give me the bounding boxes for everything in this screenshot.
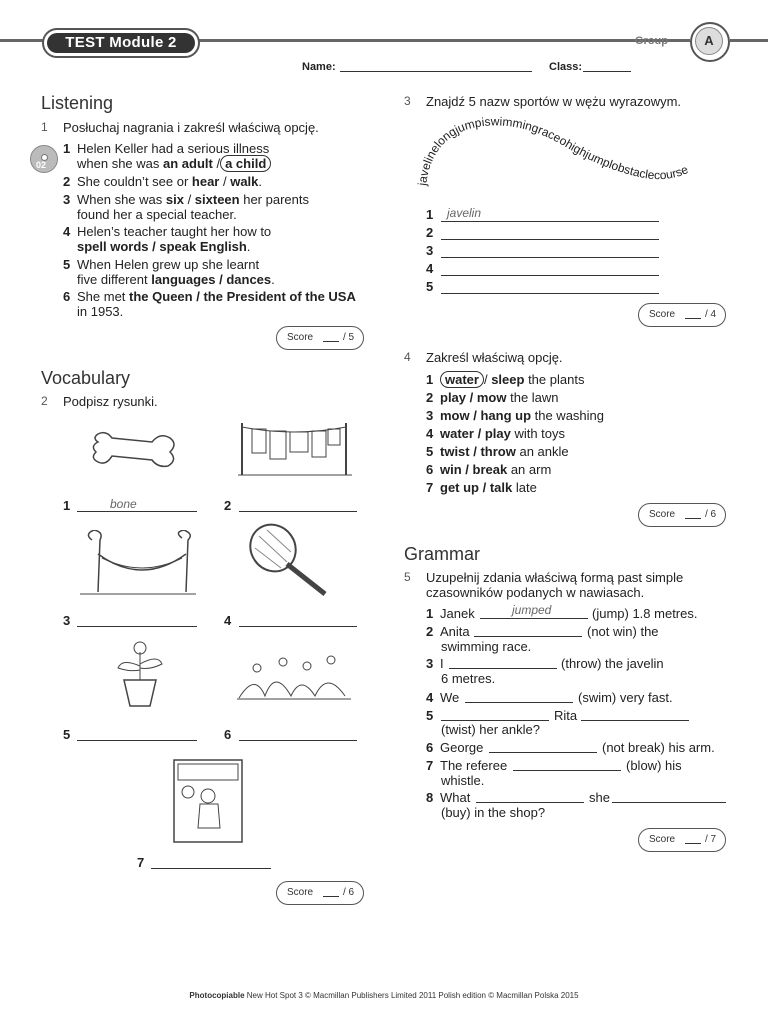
- score-box: Score / 5: [276, 326, 364, 350]
- sentence-text: Rita: [554, 708, 578, 723]
- answer-field[interactable]: [513, 770, 621, 771]
- sentence-continuation: (buy) in the shop?: [441, 805, 546, 820]
- example-answer: javelin: [447, 206, 482, 220]
- garden-picture: [235, 652, 353, 702]
- example-answer: bone: [110, 497, 137, 511]
- list-item: 4 water / play with toys: [426, 426, 566, 441]
- answer-field[interactable]: [77, 511, 197, 512]
- bone-picture: [90, 430, 180, 472]
- answer-field[interactable]: [441, 239, 659, 240]
- question-instruction: Posłuchaj nagrania i zakreśl właściwą opcję.: [63, 120, 319, 135]
- verb-hint: (not win) the: [587, 624, 659, 639]
- option[interactable]: get up: [440, 480, 479, 495]
- option[interactable]: speak English: [159, 239, 247, 254]
- score-box: Score / 7: [638, 828, 726, 852]
- list-item: 3 mow / hang up the washing: [426, 408, 605, 423]
- verb-hint: (jump) 1.8 metres.: [592, 606, 698, 621]
- list-item: 2 play / mow the lawn: [426, 390, 559, 405]
- list-item: 2 Anita: [426, 624, 470, 639]
- question-number: 3: [404, 94, 411, 108]
- answer-field[interactable]: [441, 293, 659, 294]
- answer-field[interactable]: [489, 752, 597, 753]
- option[interactable]: dances: [226, 272, 272, 287]
- name-label: Name:: [302, 61, 336, 73]
- verb-hint: (swim) very fast.: [578, 690, 673, 705]
- list-item: 6 George: [426, 740, 484, 755]
- picture-label: 5: [63, 727, 71, 742]
- option[interactable]: sixteen: [194, 192, 240, 207]
- list-item: 7 get up / talk late: [426, 480, 537, 495]
- answer-field[interactable]: [77, 740, 197, 741]
- option[interactable]: the President of the USA: [203, 289, 356, 304]
- answer-field[interactable]: [581, 720, 689, 721]
- answer-field[interactable]: [441, 221, 659, 222]
- option[interactable]: sleep: [491, 372, 525, 387]
- answer-field[interactable]: [441, 720, 549, 721]
- list-item: 1 water / sleep the plants: [426, 372, 585, 387]
- question-number: 5: [404, 570, 411, 584]
- option-circled[interactable]: a child: [220, 155, 271, 172]
- list-item: 6 She met the Queen / the President of the USA in 1953.: [63, 289, 356, 319]
- list-item: 1 Janek: [426, 606, 475, 621]
- question-instruction: Uzupełnij zdania właściwą formą past simple czasowników podanych w nawiasach.: [426, 570, 684, 600]
- answer-field[interactable]: [239, 740, 357, 741]
- list-item: 5 When Helen grew up she learnt five different languages / dances.: [63, 257, 275, 287]
- word-snake-text: javelinelongjumpiswimmingraceohighjumplobstaclecourse: [415, 114, 691, 187]
- group-value: A: [695, 27, 723, 55]
- answer-field[interactable]: [480, 618, 588, 619]
- option[interactable]: mow: [440, 408, 470, 423]
- answer-field[interactable]: [465, 702, 573, 703]
- word-snake: [404, 112, 744, 202]
- answer-field[interactable]: [441, 257, 659, 258]
- answer-field[interactable]: [474, 636, 582, 637]
- question-instruction: Podpisz rysunki.: [63, 394, 158, 409]
- option[interactable]: languages: [151, 272, 216, 287]
- section-title-grammar: Grammar: [404, 544, 480, 564]
- cd-track-number: 02: [36, 160, 47, 170]
- verb-hint: (blow) his: [626, 758, 682, 773]
- option-circled[interactable]: water: [440, 371, 484, 388]
- picture-label: 7: [137, 855, 145, 870]
- cd-icon: [30, 145, 58, 173]
- list-item: 4 We: [426, 690, 460, 705]
- picture-label: 1: [63, 498, 71, 513]
- section-title-listening: Listening: [41, 93, 114, 113]
- example-answer: jumped: [512, 603, 552, 617]
- score-field[interactable]: [323, 341, 339, 342]
- option[interactable]: an adult: [163, 156, 213, 171]
- option[interactable]: twist: [440, 444, 470, 459]
- verb-hint: (not break) his arm.: [602, 740, 715, 755]
- picture-label: 6: [224, 727, 232, 742]
- magazine-picture: [168, 756, 248, 846]
- question-instruction: Znajdź 5 nazw sportów w wężu wyrazowym.: [426, 94, 682, 109]
- racket-picture: [245, 522, 340, 604]
- section-title-vocabulary: Vocabulary: [41, 368, 131, 388]
- answer-label: 1: [426, 207, 434, 222]
- answer-field[interactable]: [151, 868, 271, 869]
- picture-label: 2: [224, 498, 232, 513]
- option[interactable]: walk: [230, 174, 259, 189]
- score-field[interactable]: [685, 843, 701, 844]
- option[interactable]: break: [472, 462, 508, 477]
- option[interactable]: six: [165, 192, 184, 207]
- question-number: 2: [41, 394, 48, 408]
- score-box: Score / 6: [638, 503, 726, 527]
- group-label: Group: [635, 35, 668, 47]
- answer-field[interactable]: [612, 802, 726, 803]
- list-item: 3 When she was six / sixteen her parents found her a special teacher.: [63, 192, 309, 222]
- answer-field[interactable]: [476, 802, 584, 803]
- score-box: Score / 6: [276, 881, 364, 905]
- answer-field[interactable]: [239, 511, 357, 512]
- sentence-continuation: swimming race.: [441, 639, 532, 654]
- score-field[interactable]: [685, 318, 701, 319]
- class-label: Class:: [549, 61, 583, 73]
- list-item: 7 The referee: [426, 758, 508, 773]
- list-item: 5 twist / throw an ankle: [426, 444, 569, 459]
- name-field[interactable]: [340, 71, 532, 72]
- answer-label: 5: [426, 279, 434, 294]
- list-item: 2 She couldn’t see or hear / walk.: [63, 174, 263, 189]
- question-instruction: Zakreśl właściwą opcję.: [426, 350, 563, 365]
- plant-picture: [110, 636, 170, 708]
- answer-label: 4: [426, 261, 434, 276]
- group-badge: [690, 22, 730, 62]
- footer-copyright: Photocopiable New Hot Spot 3 © Macmillan Publishers Limited 2011 Polish edition © Macmillan Polska 2015: [189, 991, 579, 1000]
- question-number: 4: [404, 350, 411, 364]
- option[interactable]: hang up: [480, 408, 532, 423]
- option[interactable]: play: [484, 426, 511, 441]
- answer-field[interactable]: [449, 668, 557, 669]
- option[interactable]: talk: [489, 480, 513, 495]
- answer-label: 3: [426, 243, 434, 258]
- option[interactable]: the Queen: [129, 289, 193, 304]
- test-title: TEST Module 2: [47, 33, 195, 53]
- option[interactable]: hear: [191, 174, 220, 189]
- option[interactable]: win: [440, 462, 462, 477]
- answer-field[interactable]: [441, 275, 659, 276]
- sentence-text: she: [589, 790, 610, 805]
- list-item: 5: [426, 708, 434, 723]
- option[interactable]: spell words: [77, 239, 149, 254]
- list-item: 8 What: [426, 790, 471, 805]
- header-rule-right: [730, 39, 768, 42]
- answer-field[interactable]: [239, 626, 357, 627]
- picture-label: 4: [224, 613, 232, 628]
- picture-label: 3: [63, 613, 71, 628]
- list-item: 3 I: [426, 656, 444, 671]
- verb-hint: (throw) the javelin: [561, 656, 664, 671]
- score-field[interactable]: [323, 896, 339, 897]
- svg-text:javelinelongjumpiswimmingraceo: [415, 114, 691, 187]
- option[interactable]: play: [440, 390, 467, 405]
- option[interactable]: throw: [480, 444, 516, 459]
- option[interactable]: mow: [476, 390, 507, 405]
- test-title-badge: [42, 28, 200, 58]
- question-number: 1: [41, 120, 48, 134]
- washing-line-picture: [238, 415, 353, 477]
- sentence-continuation: (twist) her ankle?: [441, 722, 540, 737]
- answer-field[interactable]: [77, 626, 197, 627]
- answer-label: 2: [426, 225, 434, 240]
- sentence-continuation: 6 metres.: [441, 671, 496, 686]
- option[interactable]: water: [440, 426, 474, 441]
- list-item: 1 Helen Keller had a serious illness when she was an adult / a child: [63, 141, 271, 171]
- sentence-continuation: whistle.: [441, 773, 485, 788]
- hammock-picture: [78, 530, 198, 598]
- list-item: 4 Helen’s teacher taught her how to spell words / speak English.: [63, 224, 272, 254]
- class-field[interactable]: [583, 71, 631, 72]
- score-field[interactable]: [685, 518, 701, 519]
- score-box: Score / 4: [638, 303, 726, 327]
- list-item: 6 win / break an arm: [426, 462, 552, 477]
